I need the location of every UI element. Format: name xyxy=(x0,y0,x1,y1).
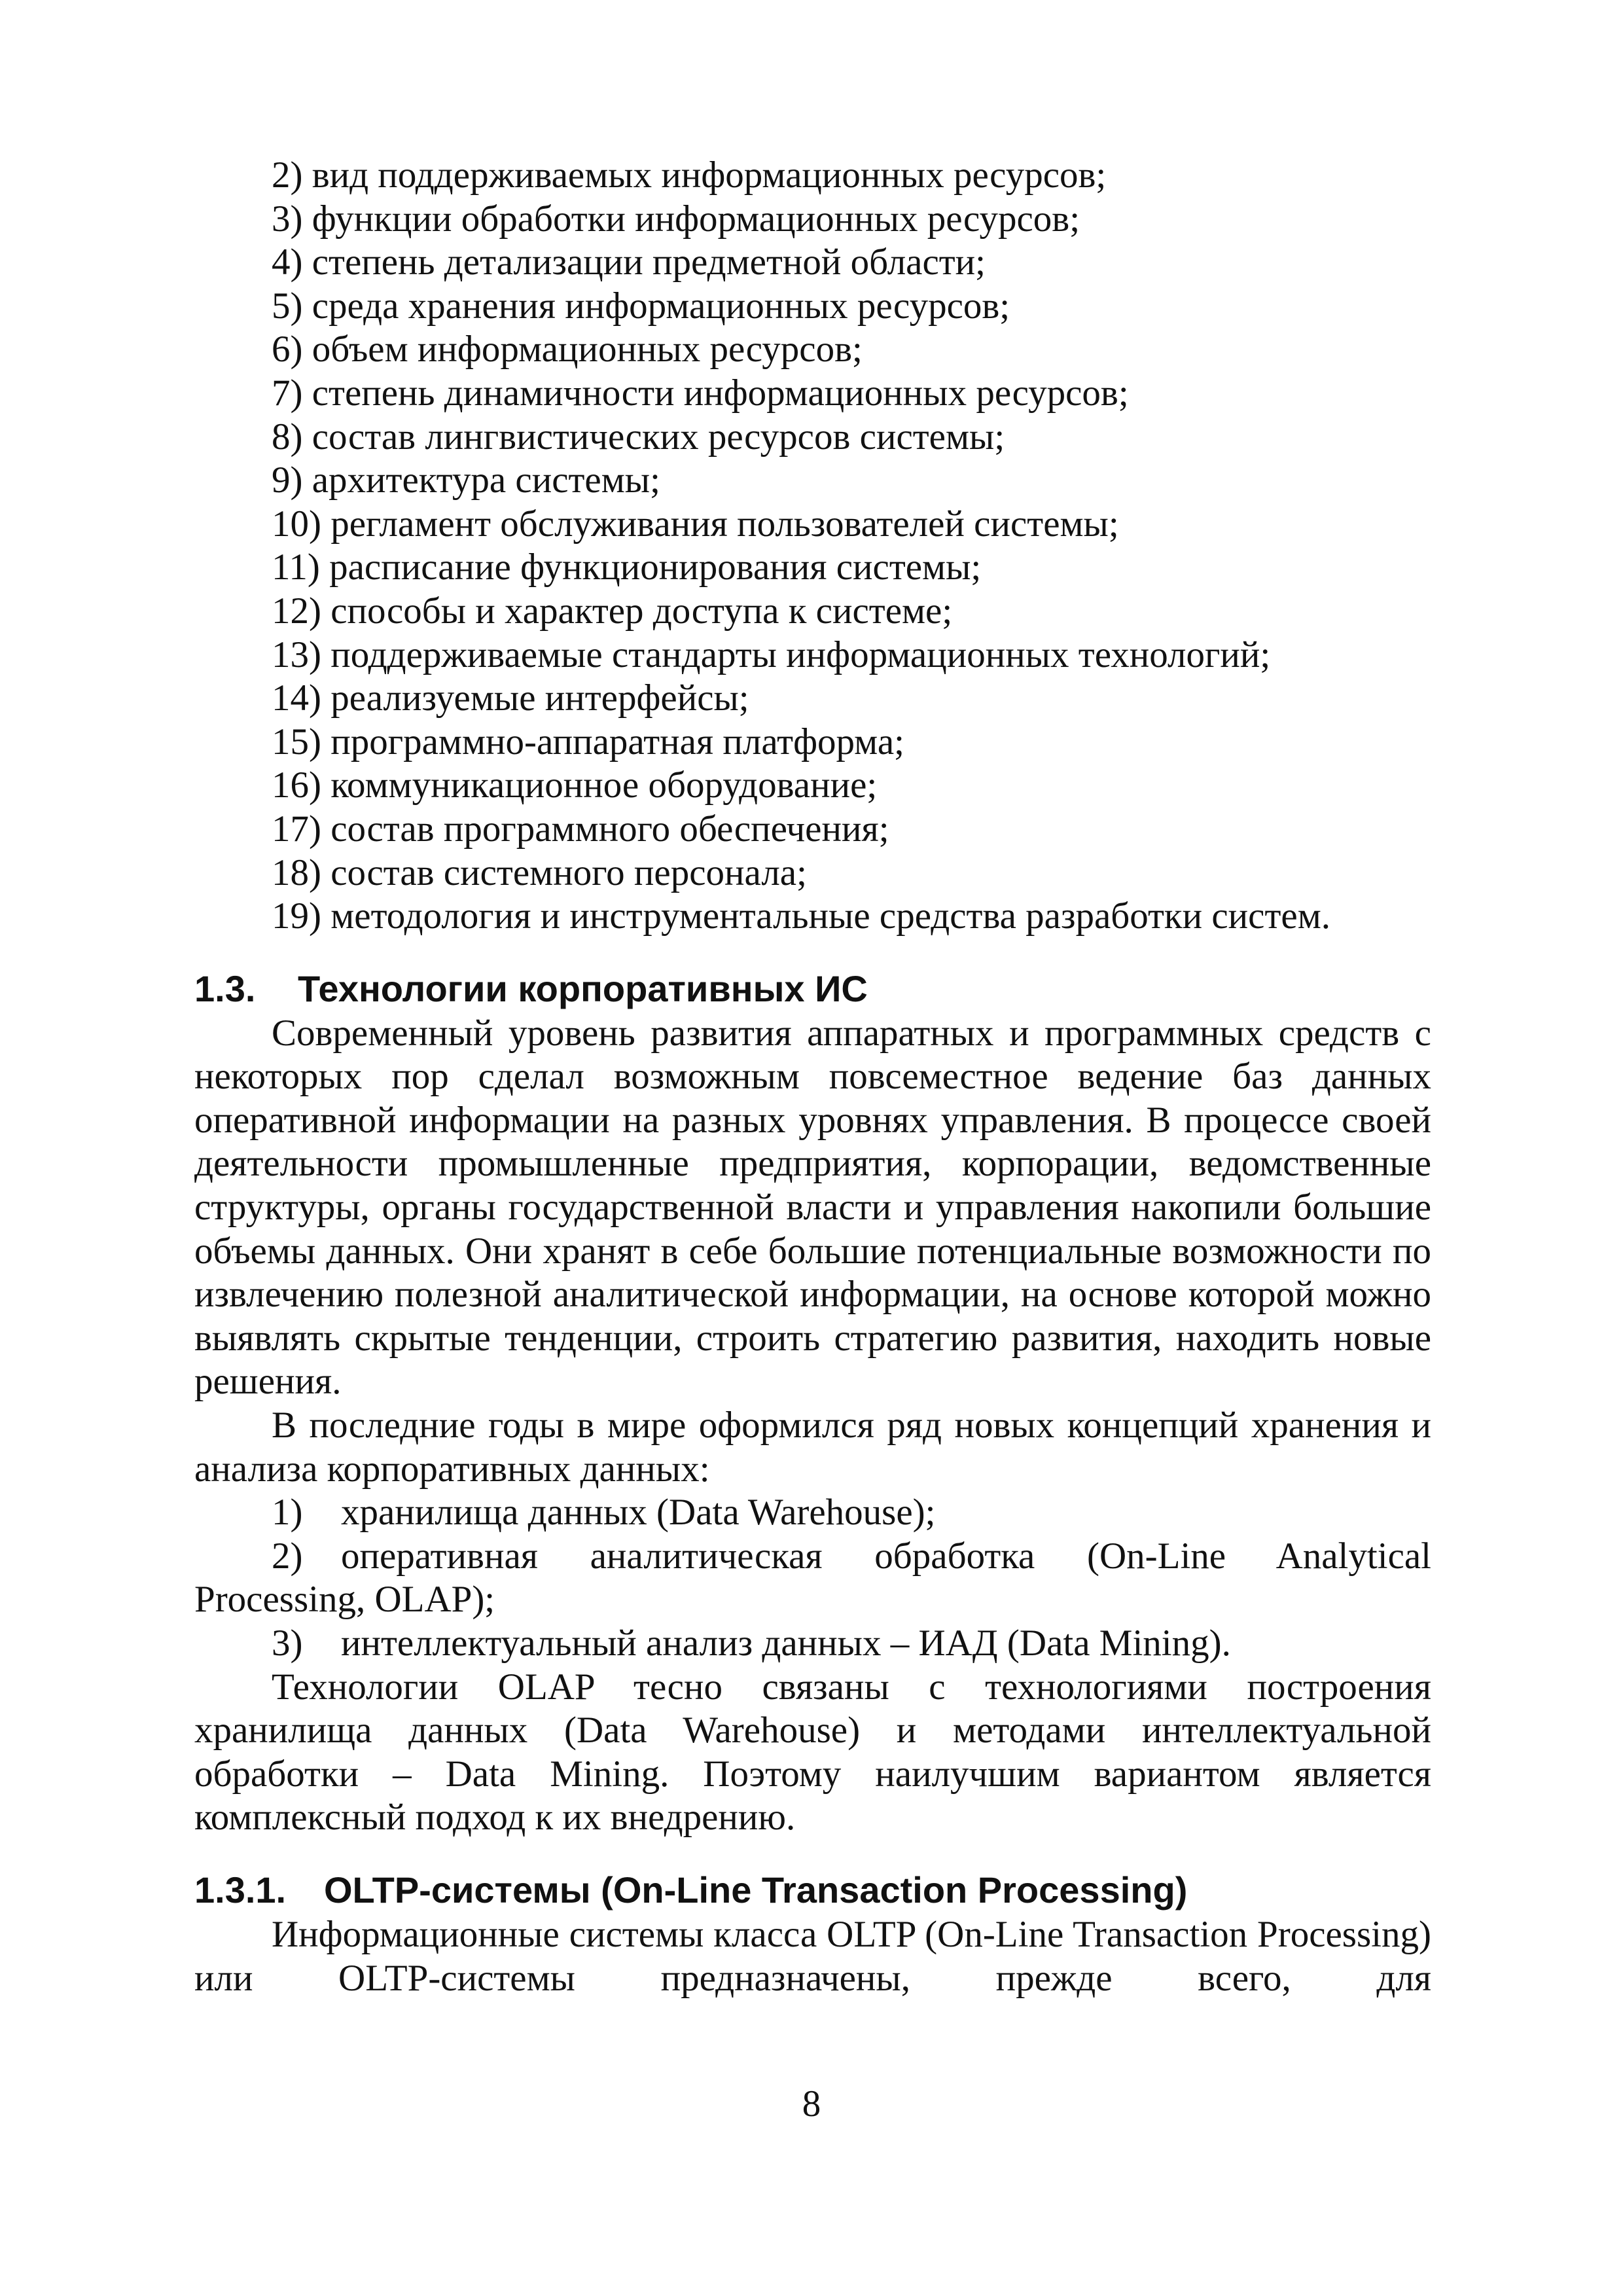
concept-item xyxy=(194,1622,1431,1666)
paragraph: Современный уровень развития аппаратных и программных средств с некоторых пор сделал возможным повсеместное ведение баз данных оперативной информации на разных уровнях управления. В процессе своей деятельности промышленные предприятия, корпорации, ведомственные структуры, органы государственной власти и управления накопили большие объемы данных. Они хранят в себе большие потенциальные возможности по извлечению полезной аналитической информации, на основе которой можно выявлять скрытые тенденции, строить стратегию развития, находить новые решения. xyxy=(194,1012,1431,1403)
concept-number: 2) xyxy=(272,1535,303,1577)
list-item: 16) коммуникационное оборудование; xyxy=(272,764,878,806)
page-number: 8 xyxy=(802,2083,821,2125)
section-number: 1.3.1. xyxy=(194,1869,287,1910)
list-item: 13) поддерживаемые стандарты информационных технологий; xyxy=(272,634,1271,675)
list-item: 3) функции обработки информационных ресурсов; xyxy=(272,198,1080,240)
paragraph: Технологии OLAP тесно связаны с технологиями построения хранилища данных (Data Warehouse) и методами интеллектуальной обработки – Data Mining. Поэтому наилучшим вариантом является комплексный подход к их внедрению. xyxy=(194,1666,1431,1839)
paragraph: Информационные системы класса OLTP (On-Line Transaction Processing) или OLTP-системы предназначены, прежде всего, для xyxy=(194,1913,1431,1999)
list-item: 12) способы и характер доступа к системе; xyxy=(272,590,953,632)
concept-number: 1) xyxy=(272,1492,303,1534)
section-heading-1-3-1 xyxy=(194,1869,1431,1912)
concept-text: интеллектуальный анализ данных – ИАД (Data Mining). xyxy=(341,1623,1231,1664)
concept-item xyxy=(194,1491,1431,1535)
concept-item xyxy=(194,1535,1431,1622)
concept-number: 3) xyxy=(272,1623,303,1664)
concept-text: хранилища данных (Data Warehouse); xyxy=(341,1492,936,1534)
characteristics-list xyxy=(194,154,1431,939)
section-title: Технологии корпоративных ИС xyxy=(298,967,868,1009)
list-item: 14) реализуемые интерфейсы; xyxy=(272,677,749,719)
list-item: 10) регламент обслуживания пользователей системы; xyxy=(272,503,1119,545)
section-title: OLTP-системы (On-Line Transaction Processing) xyxy=(324,1869,1188,1910)
list-item: 2) вид поддерживаемых информационных ресурсов; xyxy=(272,154,1107,196)
list-item: 7) степень динамичности информационных ресурсов; xyxy=(272,372,1129,414)
section-number: 1.3. xyxy=(194,967,256,1009)
section-heading-1-3 xyxy=(194,967,1431,1011)
page-content xyxy=(194,154,1431,2000)
list-item: 6) объем информационных ресурсов; xyxy=(272,329,863,370)
concept-text: оперативная аналитическая обработка (On-Line Analytical Processing, OLAP); xyxy=(194,1535,1431,1621)
list-item: 15) программно-аппаратная платформа; xyxy=(272,721,904,762)
list-item: 11) расписание функционирования системы; xyxy=(272,547,982,588)
list-item: 8) состав лингвистических ресурсов системы; xyxy=(272,416,1005,457)
list-item: 17) состав программного обеспечения; xyxy=(272,808,889,850)
list-item: 19) методология и инструментальные средства разработки систем. xyxy=(272,895,1331,937)
list-item: 9) архитектура системы; xyxy=(272,459,660,501)
list-item: 18) состав системного персонала; xyxy=(272,852,807,893)
paragraph: В последние годы в мире оформился ряд новых концепций хранения и анализа корпоративных данных: xyxy=(194,1405,1431,1490)
list-item: 4) степень детализации предметной области; xyxy=(272,242,986,283)
list-item: 5) среда хранения информационных ресурсов; xyxy=(272,285,1010,327)
